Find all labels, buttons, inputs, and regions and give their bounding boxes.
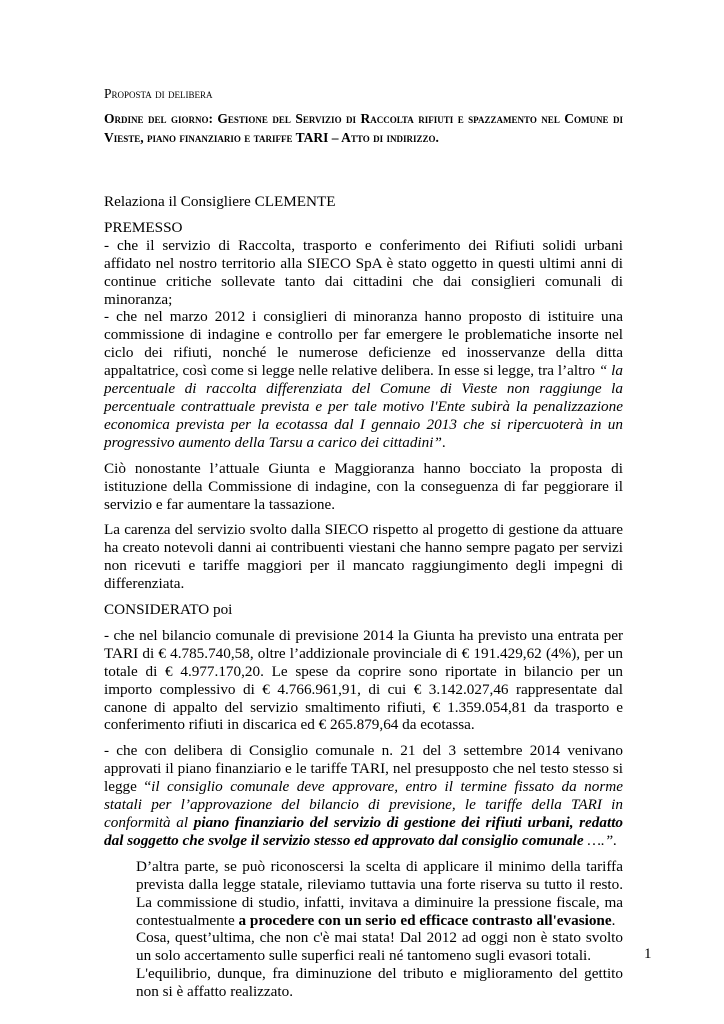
paragraph-4: La carenza del servizio svolto dalla SIECO rispetto al progetto di gestione da attuare ha creato notevoli danni ai contribuenti viestani che hanno sempre pagato per servizi non ricevuti e tariffe maggiori per il mancato raggiungimento degli impegni di differenziata.	[104, 521, 623, 593]
document-body	[104, 193, 623, 1001]
paragraph-1: - che il servizio di Raccolta, trasporto e conferimento dei Rifiuti solidi urbani affidato nel nostro territorio alla SIECO SpA è stato oggetto in questi ultimi anni di continue critiche sollevate tanto dai cittadini che dai consiglieri comunali di minoranza;	[104, 236, 623, 308]
page-number: 1	[644, 946, 652, 962]
considerato-heading: CONSIDERATO poi	[104, 601, 233, 619]
paragraph-9: L'equilibrio, dunque, fra diminuzione del tributo e miglioramento del gettito non si è affatto realizzato.	[136, 965, 623, 1001]
paragraph-8: Cosa, quest’ultima, che non c'è mai stata! Dal 2012 ad oggi non è stato svolto un solo accertamento sulle superfici reali né tantomeno sugli evasori totali.	[136, 929, 623, 965]
paragraph-2-end: .	[441, 433, 446, 451]
paragraph-2-text: - che nel marzo 2012 i consiglieri di minoranza hanno proposto di istituire una commissione di indagine e controllo per far emergere le problematiche insorte nel ciclo dei rifiuti, nonché le numerose deficienze ed inosservanze della ditta appaltatrice, così come si legge nelle relative delibera. In esse si legge, tra l’altro	[104, 308, 623, 380]
paragraph-7	[136, 858, 623, 930]
paragraph-2-quote: “ la percentuale di raccolta differenziata del Comune di Vieste non raggiunge la percentuale contrattuale prevista e per tale motivo l'Ente subirà la penalizzazione economica prevista per la ecotassa dal I gennaio 2013 che si ripercuoterà in un progressivo aumento della Tarsu a carico dei cittadini”	[104, 362, 623, 451]
paragraph-6-quote: il consiglio comunale deve approvare, entro il termine fissato da norme statali per l’approvazione del bilancio di previsione, le tariffe della TARI in conformità al	[104, 778, 623, 831]
paragraph-7-text: D’altra parte, se può riconoscersi la scelta di applicare il minimo della tariffa prevista dalla legge statale, rileviamo tuttavia una forte riserva su tutto il resto. La commissione di studio, infatti, invitava a diminuire la pressione fiscale, ma contestualmente	[136, 857, 623, 929]
paragraph-6-text: - che con delibera di Consiglio comunale n. 21 del 3 settembre 2014 venivano approvati il piano finanziario e le tariffe TARI, nel presupposto che nel testo stesso si legge “	[104, 742, 623, 796]
premesso-heading: PREMESSO	[104, 218, 183, 236]
paragraph-6	[104, 742, 623, 849]
reporter-line: Relaziona il Consigliere CLEMENTE	[104, 193, 336, 210]
document-type-label: Proposta di delibera	[104, 86, 213, 101]
paragraph-6-bold-quote: piano finanziario del servizio di gestione dei rifiuti urbani, redatto dal soggetto che svolge il servizio stesso ed approvato dal consiglio comunale	[104, 814, 624, 849]
paragraph-7-bold: a procedere con un serio ed efficace contrasto all'evasione	[238, 911, 612, 929]
paragraph-7-end: .	[611, 911, 616, 929]
indented-block	[104, 858, 623, 1001]
paragraph-6-end: ….”.	[583, 831, 617, 849]
paragraph-3: Ciò nonostante l’attuale Giunta e Maggioranza hanno bocciato la proposta di istituzione della Commissione di indagine, con la conseguenza di far peggiorare il servizio e far aumentare la tassazione.	[104, 459, 623, 513]
paragraph-5: - che nel bilancio comunale di previsione 2014 la Giunta ha previsto una entrata per TARI di € 4.785.740,58, oltre l’addizionale provinciale di € 191.429,62 (4%), per un totale di € 4.977.170,20. Le spese da coprire sono riportate in bilancio per un importo complessivo di € 4.766.961,91, di cui € 3.142.027,46 rappresentate dal canone di appalto del servizio smaltimento rifiuti, € 1.359.054,81 da trasporto e conferimento rifiuti in discarica ed € 265.879,64 da ecotassa.	[104, 626, 623, 734]
paragraph-2	[104, 308, 623, 451]
document-title: Ordine del giorno: Gestione del Servizio di Raccolta rifiuti e spazzamento nel Comune di Vieste, piano finanziario e tariffe TARI – Atto di indirizzo.	[104, 111, 623, 145]
